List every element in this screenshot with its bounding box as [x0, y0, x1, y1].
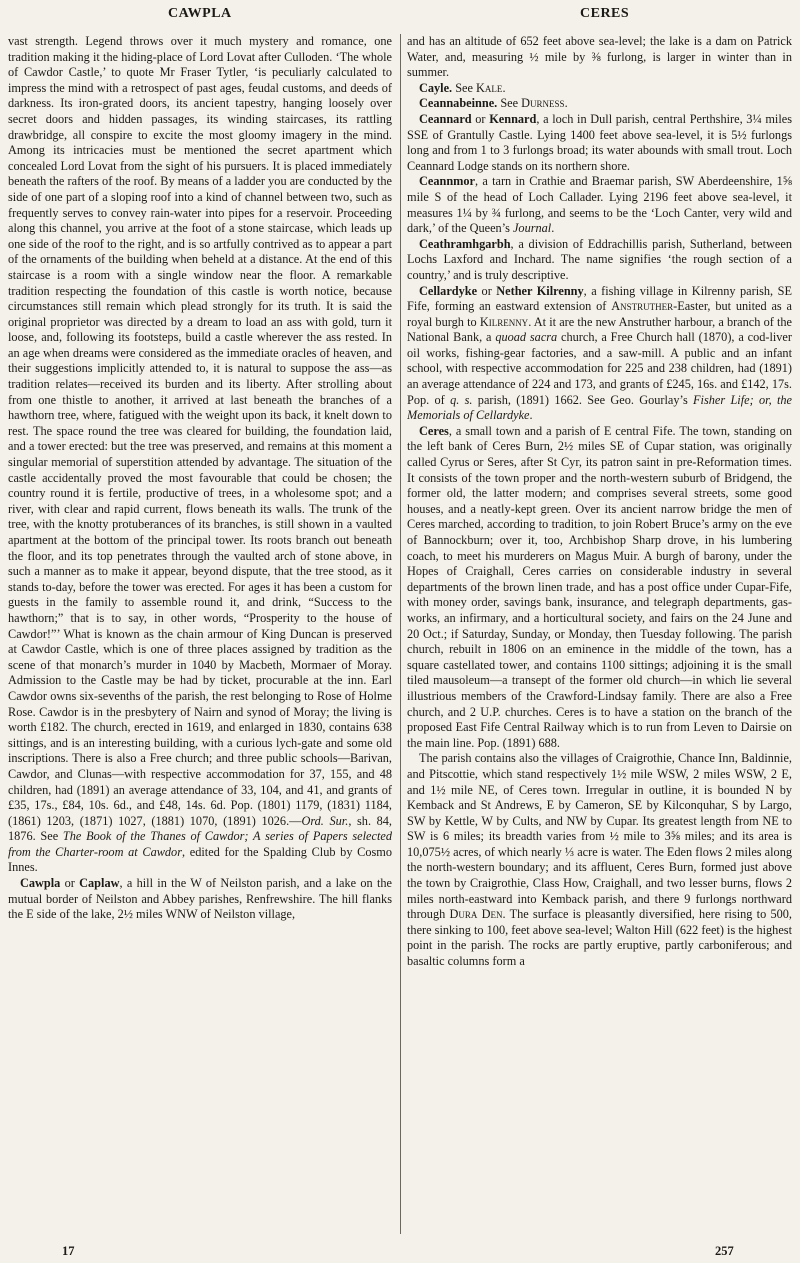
- column-divider: [400, 34, 401, 1234]
- entry-headword: Cayle.: [419, 80, 453, 95]
- entry-ceres: Ceres, a small town and a parish of E central Fife. The town, standing on the left bank of Ceres Burn, 2½ miles SE of Cupar station, was originally called Cyrus or Seres, after St Cyr, its patron saint in pre-Reformation times. It consists of the town proper and the north-western suburb of Bridgend, the former old, the latter modern; and comprises several streets, some good houses, and a neatly-kept green. Over its ancient narrow bridge the men of Ceres marched, according to tradition, to join Robert Bruce’s army on the eve of Bannockburn; over it, too, Archbishop Sharp drove, in his lumbering coach, to meet his murderers on Magus Muir. A burgh of barony, under the Hopes of Craighall, Ceres carries on considerable industry in several departments of the brown linen trade, and has a post office under Cupar-Fife, with money order, savings bank, insurance, and telegraph departments, gas-works, an infirmary, and a horticultural society, and fairs on the 24 June and 20 Oct.; if Saturday, Sunday, or Monday, then Tuesday following. The parish church, rebuilt in 1806 on an eminence in the middle of the town, has a square castellated tower, and contains 1100 sittings; adjoining it is the small tiled mausoleum—a transept of the former old church—in which lie several illustrious members of the Crawford-Lindsay family. There are also a Free church, and 2 U.P. churches. Ceres is to have a station on the branch of the proposed East Fife Central Railway which is to run from Leven to Dairsie on the main line. Pop. (1891) 688.: [407, 423, 792, 750]
- cross-reference: Dura Den: [449, 907, 503, 922]
- entry-ceathramhgarbh: Ceathramhgarbh, a division of Eddrachillis parish, Sutherland, between Lochs Laxford and Inchard. The name signifies ‘the rough section of a country,’ and is truly descriptive.: [407, 236, 792, 282]
- entry-ceannard: Ceannard or Kennard, a loch in Dull parish, central Perthshire, 3¼ miles SSE of Grantully Castle. Lying 1400 feet above sea-level, it is 5½ furlongs long and from 1 to 3 furlongs broad; its water abounds with small trout. Loch Ceannard Lodge stands on its northern shore.: [407, 111, 792, 173]
- entry-ceannabeinne: Ceannabeinne. See Durness.: [419, 96, 568, 111]
- cross-reference: Kilrenny: [479, 314, 529, 329]
- right-column: [407, 34, 792, 1240]
- page-number-right: 257: [715, 1244, 734, 1258]
- running-header-right: CERES: [580, 6, 630, 21]
- left-column: [8, 34, 392, 1240]
- entry-headword: Cawpla: [20, 876, 61, 891]
- entry-headword: Cellardyke: [419, 283, 478, 298]
- entry-headword: Ceannard: [419, 111, 472, 126]
- entry-headword: Ceannmor: [419, 174, 476, 189]
- running-header-left: CAWPLA: [168, 6, 232, 21]
- entry-headword: Nether Kilrenny: [496, 283, 584, 298]
- entry-headword: Ceathramhgarbh: [419, 236, 511, 251]
- book-title: Fisher Life; or, the Memorials of Cellardyke: [407, 392, 792, 423]
- entry-headword: Caplaw: [79, 876, 120, 891]
- cawpla-continuation: and has an altitude of 652 feet above sea-level; the lake is a dam on Patrick Water, and, measuring ½ mile by ⅜ furlong, is larger in winter than in summer.: [407, 34, 792, 80]
- cawdor-continuation: vast strength. Legend throws over it much mystery and romance, one tradition making it the hiding-place of Lord Lovat after Culloden. ‘The whole of Cawdor Castle,’ to quote Mr Fraser Tytler, ‘is peculiarly calculated to impress the mind with a retrospect of past ages, feudal customs, and deeds of darkness. Its iron-grated doors, its ancient tapestry, hanging loosely over secret doors and hidden passages, its winding staircases, its rattling drawbridge, all conspire to excite the most gloomy imagery in the mind. Among its intricacies must be mentioned the secret apartment which concealed Lord Lovat from the sight of his pursuers. It is placed immediately beneath the rafters of the roof. By means of a ladder you are conducted by the side of one part of a sloping roof into a kind of channel between two, such as frequently serves to convey rain-water into pipes for a reservoir. Proceeding along this channel, you arrive at the foot of a stone staircase, which leads up one side of the roof to the right, and is so artfully contrived as to appear a part of the ornaments of the building when beheld at a distance. At the end of this staircase is a room with a single window near the floor. A remarkable tradition respecting the foundation of this castle is worth notice, because circumstances still remain which plead strongly for its truth. It is said the original proprietor was directed by a dream to load an ass with gold, turn it loose, and, following its footsteps, build a castle wherever the ass rested. In an age when dreams were considered as the immediate oracles of heaven, and their suggestions implicitly attended to, it is natural to suppose the ass—as tradition relates—received its burden and its liberty. After strolling about from one thistle to another, it arrived at last beneath the branches of a hawthorn tree, where, fatigued with the weight upon its back, it knelt down to rest. The space round the tree was cleared for building, the foundation laid, and a tower erected: but the tree was preserved, and remains at this moment a singular memorial of superstition attended by advantage. The situation of the castle accidentally proved the most favourable that could be chosen; the country round it is fertile, productive of trees, in a wholesome spot; and a river, with clear and rapid current, flows beneath its walls. The trunk of the tree, with the knotty protuberances of its branches, is still shown in a vaulted apartment at the bottom of the principal tower. Its roots branch out beneath the floor, and its top penetrates through the vaulted arch of stone above, in such a manner as to make it appear, beyond dispute, that the tree stood, as it stands to-day, before the tower was erected. For ages it has been a custom for guests in the family to assemble round it, and drink, “Success to the hawthorn;” that is to say, in other words, “Prosperity to the house of Cawdor!”’ What is known as the chain armour of King Duncan is preserved at Cawdor Castle, which is one of three places assigned by tradition as the scene of that monarch’s murder in 1040 by Macbeth, Mormaer of Moray. Admission to the Castle may be had by ticket, procurable at the inn. Earl Cawdor owns six-sevenths of the parish, the rest belonging to Rose of Holme Rose. Cawdor is in the presbytery of Nairn and synod of Moray; the living is worth £182. The church, erected in 1619, and enlarged in 1830, contains 638 sittings, and is an interesting building, with a curious lych-gate and some old inscriptions. There is also a Free church; and three public schools—Barivan, Cawdor, and Clunas—with respective accommodation for 37, 155, and 48 children, had (1891) an average attendance of 33, 104, and 41, and grants of £35, 17s., £84, 10s. 6d., and £48, 14s. 6d. Pop. (1801) 1179, (1831) 1184, (1861) 1203, (1871) 1027, (1881) 1070, (1891) 1026.—Ord. Sur., sh. 84, 1876. See The Book of the Thanes of Cawdor; A series of Papers selected from the Charter-room at Cawdor, edited for the Spalding Club by Cosmo Innes.: [8, 34, 392, 875]
- entry-headword: Ceres: [419, 423, 449, 438]
- entry-headword: Kennard: [489, 111, 537, 126]
- cross-reference: Anstruther: [611, 299, 674, 314]
- cross-reference: Kale: [476, 80, 503, 95]
- entry-cayle: Cayle. See Kale.: [419, 80, 506, 95]
- cross-reference: Durness: [521, 96, 565, 111]
- entry-cawpla: Cawpla or Caplaw, a hill in the W of Neilston parish, and a lake on the mutual border of Neilston and Abbey parishes, Renfrewshire. The hill flanks the E side of the lake, 2½ miles WNW of Neilston village,: [8, 876, 392, 922]
- entry-headword: Ceannabeinne.: [419, 96, 498, 111]
- page-number-left: 17: [62, 1244, 75, 1258]
- book-title: The Book of the Thanes of Cawdor; A series of Papers selected from the Charter-room at Cawdor: [8, 829, 392, 859]
- ceres-parish-paragraph: The parish contains also the villages of Craigrothie, Chance Inn, Baldinnie, and Pitscottie, which stand respectively 1½ mile WSW, 2 miles WSW, 2 E, and 1½ mile NE, of Ceres town. Irregular in outline, it is bounded N by Kemback and St Andrews, E by Cameron, SE by Kilconquhar, S by Largo, SW by Kettle, W by Cults, and NW by Cupar. Its greatest length from NE to SW is 6 miles; its breadth varies from ½ mile to 3⅝ miles; and its area is 10,075½ acres, of which nearly ⅓ acre is water. The Eden flows 2 miles along the north-western boundary; and its affluent, Ceres Burn, formed just above the town by Craigrothie, Class How, Craighall, and two lesser burns, flows 2 miles north-eastward into Kemback parish, and there 9 furlongs northward through Dura Den. The surface is pleasantly diversified, here rising to 500, there sinking to 100, feet above sea-level; Walton Hill (622 feet) is the highest point in the parish. The rocks are partly eruptive, partly carboniferous; and basaltic columns form a: [407, 751, 792, 969]
- entry-cellardyke: Cellardyke or Nether Kilrenny, a fishing village in Kilrenny parish, SE Fife, forming an eastward extension of Anstruther-Easter, but united as a royal burgh to Kilrenny. At it are the new Anstruther harbour, a branch of the National Bank, a quoad sacra church, a Free Church hall (1870), a cod-liver oil works, fishing-gear factories, and a saw-mill. A public and an infant school, with respective accommodation for 225 and 238 children, had (1891) an average attendance of 224 and 173, and grants of £245, 16s. and £142, 17s. Pop. of q. s. parish, (1891) 1662. See Geo. Gourlay’s Fisher Life; or, the Memorials of Cellardyke.: [407, 283, 792, 423]
- entry-ceannmor: Ceannmor, a tarn in Crathie and Braemar parish, SW Aberdeenshire, 1⅝ mile S of the head of Loch Callader. Lying 2196 feet above sea-level, it measures 1¼ by ¾ furlong, and seems to be the ‘Loch Canter, very wild and dark,’ of the Queen’s Journal.: [407, 174, 792, 236]
- ordnance-survey-ref: Ord. Sur.: [301, 813, 349, 828]
